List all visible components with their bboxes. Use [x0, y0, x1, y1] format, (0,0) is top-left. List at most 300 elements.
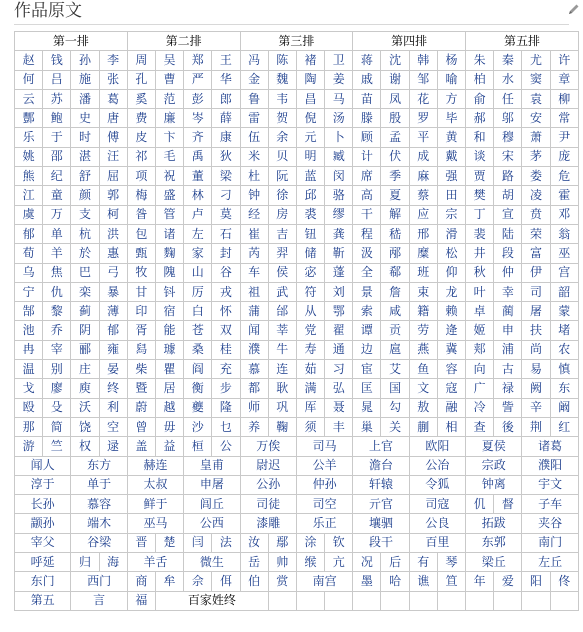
table-row: [15, 70, 579, 89]
compound-surname-cell: 闻人: [15, 456, 71, 475]
surname-cell: 阴: [71, 321, 99, 340]
surname-cell: 池: [15, 321, 43, 340]
surname-cell: 经: [240, 205, 268, 224]
surname-cell: 屈: [99, 167, 127, 186]
table-footer-row: [15, 591, 579, 610]
surname-cell: 萧: [522, 128, 550, 147]
surname-cell: 崔: [240, 224, 268, 243]
surname-cell: 福: [127, 591, 155, 610]
surname-cell: 邢: [409, 224, 437, 243]
compound-surname-cell: 欧阳: [409, 437, 465, 456]
surname-cell: 王: [212, 51, 240, 70]
closing-title: 百家姓终: [155, 591, 268, 610]
surname-cell: 谈: [466, 147, 494, 166]
table-row: [15, 128, 579, 147]
surname-cell: 山: [184, 263, 212, 282]
surname-cell: 麴: [155, 244, 183, 263]
surname-cell: 左: [184, 224, 212, 243]
surname-cell: 虞: [15, 205, 43, 224]
compound-surname-cell: 钟离: [466, 475, 522, 494]
surname-cell: 慎: [550, 360, 578, 379]
surname-cell: 茹: [296, 360, 324, 379]
surname-cell: 宗: [437, 205, 465, 224]
surname-cell: 栾: [71, 282, 99, 301]
compound-surname-cell: 慕容: [71, 495, 127, 514]
compound-surname-cell: 壤驷: [353, 514, 409, 533]
surname-cell: 韩: [409, 51, 437, 70]
surname-cell: 郁: [99, 321, 127, 340]
surname-cell: 钟: [240, 186, 268, 205]
surname-cell: 方: [437, 89, 465, 108]
surname-cell: 罗: [409, 109, 437, 128]
surname-cell: 岑: [184, 109, 212, 128]
surname-cell: 昝: [127, 205, 155, 224]
table-row: [15, 572, 579, 591]
compound-surname-cell: 东郭: [466, 533, 522, 552]
surname-cell: 路: [494, 167, 522, 186]
table-row: [15, 533, 579, 552]
surname-cell: 秋: [466, 263, 494, 282]
table-row: [15, 244, 579, 263]
compound-surname-cell: 闾丘: [184, 495, 240, 514]
surname-cell: 慕: [240, 360, 268, 379]
surname-cell: 常: [550, 109, 578, 128]
surname-cell: 莘: [268, 321, 296, 340]
surname-cell: 宫: [550, 263, 578, 282]
surname-cell: 裘: [296, 205, 324, 224]
surname-cell: 伊: [522, 263, 550, 282]
surname-cell: 樊: [466, 186, 494, 205]
compound-surname-cell: 颛孙: [15, 514, 71, 533]
surname-cell: 耿: [268, 379, 296, 398]
surname-cell: 喻: [437, 70, 465, 89]
surname-cell: 曾: [127, 417, 155, 436]
surname-cell: 翁: [550, 224, 578, 243]
table-row: [15, 379, 579, 398]
surname-cell: 夔: [184, 398, 212, 417]
table-row: [15, 51, 579, 70]
surname-cell: 全: [353, 263, 381, 282]
surname-cell: 鄂: [325, 302, 353, 321]
surname-cell: 蔺: [494, 302, 522, 321]
surname-cell: 羿: [268, 244, 296, 263]
surname-cell: 晋: [127, 533, 155, 552]
surname-cell: 蓝: [296, 167, 324, 186]
surname-cell: 从: [296, 302, 324, 321]
surname-cell: 芮: [240, 244, 268, 263]
surname-cell: 邬: [494, 109, 522, 128]
surname-cell: 计: [353, 147, 381, 166]
compound-surname-cell: 巫马: [127, 514, 183, 533]
surname-cell: 越: [155, 398, 183, 417]
surname-cell: 钦: [325, 533, 353, 552]
surname-cell: 璩: [155, 340, 183, 359]
surname-cell: 时: [71, 128, 99, 147]
surname-cell: 甄: [127, 244, 155, 263]
surname-cell: 郭: [99, 186, 127, 205]
surname-cell: 项: [127, 167, 155, 186]
compound-surname-cell: 澹台: [353, 456, 409, 475]
surname-cell: 隆: [212, 398, 240, 417]
surname-cell: 裴: [466, 224, 494, 243]
surname-cell: 华: [212, 70, 240, 89]
surname-cell: 丁: [466, 205, 494, 224]
surname-cell: 钮: [296, 224, 324, 243]
surname-cell: 乜: [212, 417, 240, 436]
surname-cell: 洪: [99, 224, 127, 243]
surname-cell: 钭: [155, 282, 183, 301]
surname-cell: 薛: [212, 109, 240, 128]
surname-cell: 齐: [184, 128, 212, 147]
surname-cell: 能: [155, 321, 183, 340]
surname-cell: 詹: [381, 282, 409, 301]
surname-cell: 霍: [550, 186, 578, 205]
surname-cell: 富: [522, 244, 550, 263]
surname-cell: 酆: [15, 109, 43, 128]
surname-cell: 荣: [522, 224, 550, 243]
compound-surname-cell: 百里: [409, 533, 465, 552]
surname-cell: 厍: [296, 398, 324, 417]
surname-cell: 黎: [43, 302, 71, 321]
surname-cell: 刘: [325, 282, 353, 301]
pencil-icon[interactable]: [567, 2, 581, 16]
surname-cell: 融: [437, 398, 465, 417]
table-row: [15, 475, 579, 494]
surname-cell: 单: [43, 224, 71, 243]
surname-cell: 云: [15, 89, 43, 108]
table-row: [15, 495, 579, 514]
surname-cell: 国: [381, 379, 409, 398]
surname-cell: 边: [353, 340, 381, 359]
empty-cell: [437, 591, 465, 610]
surname-cell: 惠: [99, 244, 127, 263]
surname-cell: 邱: [296, 186, 324, 205]
surname-cell: 席: [353, 167, 381, 186]
surname-cell: 都: [240, 379, 268, 398]
surname-cell: 汤: [325, 109, 353, 128]
surname-cell: 农: [550, 340, 578, 359]
compound-surname-cell: 夹谷: [522, 514, 578, 533]
surname-cell: 平: [409, 128, 437, 147]
surname-cell: 巢: [353, 417, 381, 436]
surname-cell: 娄: [522, 167, 550, 186]
surname-cell: 谭: [353, 321, 381, 340]
surname-cell: 谢: [381, 70, 409, 89]
surname-cell: 暨: [127, 379, 155, 398]
surname-cell: 鱼: [409, 360, 437, 379]
surname-cell: 燕: [409, 340, 437, 359]
compound-surname-cell: 宗政: [466, 456, 522, 475]
surname-cell: 井: [466, 244, 494, 263]
surname-cell: 鲁: [240, 89, 268, 108]
surname-cell: 庞: [550, 147, 578, 166]
surname-cell: 束: [409, 282, 437, 301]
table-row: [15, 360, 579, 379]
surname-cell: 杭: [71, 224, 99, 243]
compound-surname-cell: 长孙: [15, 495, 71, 514]
surname-cell: 焦: [43, 263, 71, 282]
surname-table: [14, 31, 579, 611]
empty-cell: [550, 591, 578, 610]
surname-cell: 暴: [99, 282, 127, 301]
table-row: [15, 437, 579, 456]
surname-cell: 陆: [494, 224, 522, 243]
surname-cell: 江: [15, 186, 43, 205]
surname-cell: 谯: [409, 572, 437, 591]
surname-cell: 逯: [99, 437, 127, 456]
surname-cell: 鄢: [268, 533, 296, 552]
surname-cell: 养: [240, 417, 268, 436]
table-row: [15, 205, 579, 224]
surname-cell: 寿: [296, 340, 324, 359]
surname-cell: 颜: [71, 186, 99, 205]
surname-cell: 於: [71, 244, 99, 263]
empty-cell: [296, 591, 324, 610]
surname-cell: 文: [409, 379, 437, 398]
compound-surname-cell: 羊舌: [127, 553, 183, 572]
surname-cell: 容: [437, 360, 465, 379]
compound-surname-cell: 子车: [522, 495, 578, 514]
surname-cell: 索: [353, 302, 381, 321]
surname-cell: 支: [71, 205, 99, 224]
surname-cell: 嵇: [381, 224, 409, 243]
surname-cell: 墨: [353, 572, 381, 591]
surname-cell: 靳: [325, 244, 353, 263]
surname-cell: 通: [325, 340, 353, 359]
surname-cell: 卫: [325, 51, 353, 70]
surname-cell: 关: [381, 417, 409, 436]
surname-cell: 叶: [466, 282, 494, 301]
surname-cell: 赵: [15, 51, 43, 70]
table-row: [15, 109, 579, 128]
surname-cell: 屠: [522, 302, 550, 321]
compound-surname-cell: 南宫: [296, 572, 352, 591]
surname-cell: 袁: [522, 89, 550, 108]
surname-cell: 诸: [155, 224, 183, 243]
surname-cell: 翟: [325, 321, 353, 340]
surname-cell: 程: [353, 224, 381, 243]
compound-surname-cell: 公羊: [296, 456, 352, 475]
surname-cell: 周: [127, 51, 155, 70]
compound-surname-cell: 亓官: [353, 495, 409, 514]
surname-cell: 聂: [325, 398, 353, 417]
surname-cell: 廉: [155, 109, 183, 128]
surname-cell: 胥: [127, 321, 155, 340]
compound-surname-cell: 漆雕: [240, 514, 296, 533]
surname-cell: 荆: [522, 417, 550, 436]
table-row: [15, 456, 579, 475]
surname-cell: 段: [494, 244, 522, 263]
surname-cell: 贺: [268, 109, 296, 128]
surname-cell: 薄: [99, 302, 127, 321]
compound-surname-cell: 濮阳: [522, 456, 578, 475]
surname-cell: 濮: [240, 340, 268, 359]
group-header: 第一排: [15, 32, 128, 51]
surname-cell: 印: [127, 302, 155, 321]
surname-cell: 禄: [494, 379, 522, 398]
surname-cell: 丰: [325, 417, 353, 436]
surname-cell: 符: [296, 282, 324, 301]
surname-cell: 郦: [71, 340, 99, 359]
page-header: [0, 0, 583, 26]
compound-surname-cell: 皇甫: [184, 456, 240, 475]
surname-cell: 孔: [127, 70, 155, 89]
compound-surname-cell: 第五: [15, 591, 71, 610]
surname-cell: 任: [494, 89, 522, 108]
surname-cell: 司: [522, 282, 550, 301]
surname-cell: 卢: [184, 205, 212, 224]
surname-cell: 黄: [437, 128, 465, 147]
surname-cell: 古: [494, 360, 522, 379]
surname-cell: 伏: [381, 147, 409, 166]
surname-cell: 艾: [381, 360, 409, 379]
surname-cell: 郑: [184, 51, 212, 70]
surname-cell: 明: [296, 147, 324, 166]
surname-cell: 蓬: [325, 263, 353, 282]
empty-cell: [381, 591, 409, 610]
surname-cell: 白: [184, 302, 212, 321]
surname-cell: 昌: [296, 89, 324, 108]
surname-cell: 苍: [184, 321, 212, 340]
surname-cell: 咸: [381, 302, 409, 321]
surname-cell: 佴: [212, 572, 240, 591]
surname-cell: 汝: [240, 533, 268, 552]
surname-cell: 凤: [381, 89, 409, 108]
surname-cell: 宰: [43, 340, 71, 359]
table-row: [15, 263, 579, 282]
surname-cell: 汪: [99, 147, 127, 166]
surname-cell: 干: [353, 205, 381, 224]
group-header: 第五排: [466, 32, 579, 51]
surname-cell: 臧: [325, 147, 353, 166]
surname-cell: 陶: [296, 70, 324, 89]
surname-cell: 空: [99, 417, 127, 436]
compound-surname-cell: 赫连: [127, 456, 183, 475]
surname-cell: 祖: [240, 282, 268, 301]
surname-cell: 严: [184, 70, 212, 89]
surname-cell: 笪: [437, 572, 465, 591]
surname-cell: 花: [409, 89, 437, 108]
surname-cell: 向: [466, 360, 494, 379]
surname-cell: 邹: [409, 70, 437, 89]
surname-cell: 仉: [466, 495, 494, 514]
surname-cell: 弘: [325, 379, 353, 398]
surname-cell: 李: [99, 51, 127, 70]
surname-cell: 毋: [155, 417, 183, 436]
surname-cell: 金: [240, 70, 268, 89]
surname-cell: 汲: [353, 244, 381, 263]
surname-cell: 班: [409, 263, 437, 282]
table-row: [15, 89, 579, 108]
surname-cell: 缪: [325, 205, 353, 224]
surname-cell: 逄: [437, 321, 465, 340]
surname-cell: 盛: [155, 186, 183, 205]
compound-surname-cell: 公冶: [409, 456, 465, 475]
surname-cell: 舒: [71, 167, 99, 186]
surname-cell: 潘: [71, 89, 99, 108]
surname-cell: 房: [268, 205, 296, 224]
empty-cell: [268, 591, 296, 610]
surname-cell: 林: [184, 186, 212, 205]
surname-cell: 邓: [550, 205, 578, 224]
surname-cell: 东: [550, 379, 578, 398]
surname-cell: 阮: [268, 167, 296, 186]
surname-cell: 沈: [381, 51, 409, 70]
surname-cell: 柴: [127, 360, 155, 379]
surname-cell: 邵: [43, 147, 71, 166]
surname-cell: 韦: [268, 89, 296, 108]
surname-cell: 牧: [127, 263, 155, 282]
surname-cell: 鞠: [268, 417, 296, 436]
surname-cell: 姜: [325, 70, 353, 89]
surname-cell: 须: [296, 417, 324, 436]
surname-cell: 郁: [15, 224, 43, 243]
surname-cell: 闵: [325, 167, 353, 186]
surname-cell: 龚: [325, 224, 353, 243]
compound-surname-cell: 司马: [296, 437, 352, 456]
surname-cell: 姬: [466, 321, 494, 340]
surname-cell: 羊: [43, 244, 71, 263]
surname-cell: 鲍: [43, 109, 71, 128]
surname-cell: 柯: [99, 205, 127, 224]
surname-cell: 查: [466, 417, 494, 436]
surname-cell: 佘: [184, 572, 212, 591]
surname-cell: 骆: [325, 186, 353, 205]
table-row: [15, 340, 579, 359]
surname-cell: 蔡: [409, 186, 437, 205]
surname-cell: 傅: [99, 128, 127, 147]
surname-cell: 封: [212, 244, 240, 263]
surname-cell: 窦: [522, 70, 550, 89]
compound-surname-cell: 万俟: [240, 437, 296, 456]
surname-cell: 匡: [353, 379, 381, 398]
surname-cell: 宦: [353, 360, 381, 379]
compound-surname-cell: 宰父: [15, 533, 71, 552]
surname-cell: 钱: [43, 51, 71, 70]
surname-cell: 侯: [268, 263, 296, 282]
surname-cell: 卓: [466, 302, 494, 321]
compound-surname-cell: 西门: [71, 572, 127, 591]
surname-cell: 浦: [494, 340, 522, 359]
surname-cell: 葛: [99, 89, 127, 108]
surname-cell: 勾: [381, 398, 409, 417]
surname-cell: 冉: [15, 340, 43, 359]
surname-cell: 魏: [268, 70, 296, 89]
empty-cell: [466, 591, 494, 610]
surname-cell: 帅: [268, 553, 296, 572]
surname-cell: 庄: [71, 360, 99, 379]
surname-cell: 籍: [409, 302, 437, 321]
surname-cell: 居: [155, 379, 183, 398]
compound-surname-cell: 太叔: [127, 475, 183, 494]
compound-surname-cell: 诸葛: [522, 437, 578, 456]
surname-cell: 蒙: [550, 302, 578, 321]
surname-cell: 阎: [184, 360, 212, 379]
table-row: [15, 147, 579, 166]
surname-cell: 储: [296, 244, 324, 263]
surname-cell: 蒋: [353, 51, 381, 70]
surname-cell: 舄: [127, 340, 155, 359]
surname-cell: 连: [268, 360, 296, 379]
surname-cell: 解: [381, 205, 409, 224]
surname-cell: 史: [71, 109, 99, 128]
surname-cell: 双: [212, 321, 240, 340]
surname-cell: 楚: [155, 533, 183, 552]
surname-cell: 那: [15, 417, 43, 436]
surname-cell: 谷: [212, 263, 240, 282]
surname-cell: 彭: [184, 89, 212, 108]
compound-surname-cell: 公西: [184, 514, 240, 533]
